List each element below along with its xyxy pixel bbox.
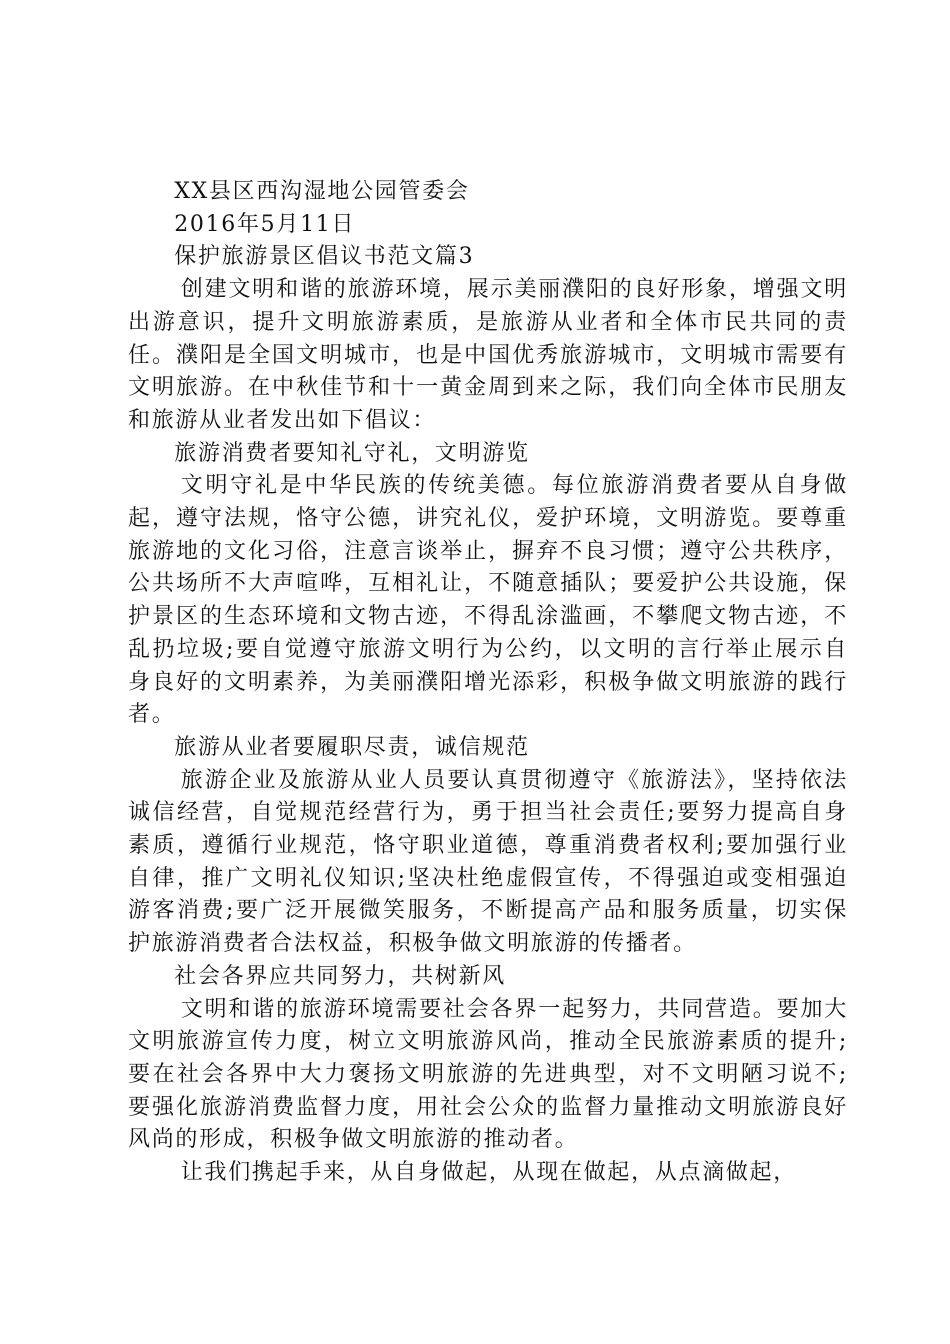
paragraph-practitioners: 旅游企业及旅游从业人员要认真贯彻遵守《旅游法》，坚持依法诚信经营，自觉规范经营行为，勇于担当社会责任;要努力提高自身素质，遵循行业规范，恪守职业道德，尊重消费者权利;要加强行业自律，推广文明礼仪知识;坚决杜绝虚假宣传，不得强迫或变相强迫游客消费;要广泛开展微笑服务，不断提高产品和服务质量，切实保护旅游消费者合法权益，积极争做文明旅游的传播者。 <box>128 767 848 957</box>
section-heading-consumers: 旅游消费者要知礼守礼，文明游览 <box>174 440 530 466</box>
paragraph-consumers: 文明守礼是中华民族的传统美德。每位旅游消费者要从自身做起，遵守法规，恪守公德，讲究礼仪，爱护环境，文明游览。要尊重旅游地的文化习俗，注意言谈举止，摒弃不良习惯；遵守公共秩序，公共场所不大声喧哗，互相礼让，不随意插队；要爱护公共设施，保护景区的生态环境和文物古迹，不得乱涂滥画，不攀爬文物古迹，不乱扔垃圾;要自觉遵守旅游文明行为公约，以文明的言行举止展示自身良好的文明素养，为美丽濮阳增光添彩，积极争做文明旅游的践行者。 <box>128 473 848 728</box>
paragraph-closing: 让我们携起手来，从自身做起，从现在做起，从点滴做起， <box>180 1160 797 1186</box>
paragraph-intro: 创建文明和谐的旅游环境，展示美丽濮阳的良好形象，增强文明出游意识，提升文明旅游素质，是旅游从业者和全体市民共同的责任。濮阳是全国文明城市，也是中国优秀旅游城市，文明城市需要有文明旅游。在中秋佳节和十一黄金周到来之际，我们向全体市民朋友和旅游从业者发出如下倡议： <box>128 277 848 433</box>
document-body <box>128 176 848 1190</box>
signature-date: 2016年5月11日 <box>174 211 356 237</box>
paragraph-society: 文明和谐的旅游环境需要社会各界一起努力，共同营造。要加大文明旅游宣传力度，树立文明旅游风尚，推动全民旅游素质的提升;要在社会各界中大力褒扬文明旅游的先进典型，对不文明陋习说不;要强化旅游消费监督力度，用社会公众的监督力量推动文明旅游良好风尚的形成，积极争做文明旅游的推动者。 <box>128 996 848 1153</box>
signature-organization: XX县区西沟湿地公园管委会 <box>174 179 470 204</box>
section-heading-society: 社会各界应共同努力，共树新风 <box>174 963 506 989</box>
article-title: 保护旅游景区倡议书范文篇3 <box>174 244 475 270</box>
section-heading-practitioners: 旅游从业者要履职尽责，诚信规范 <box>174 734 530 760</box>
